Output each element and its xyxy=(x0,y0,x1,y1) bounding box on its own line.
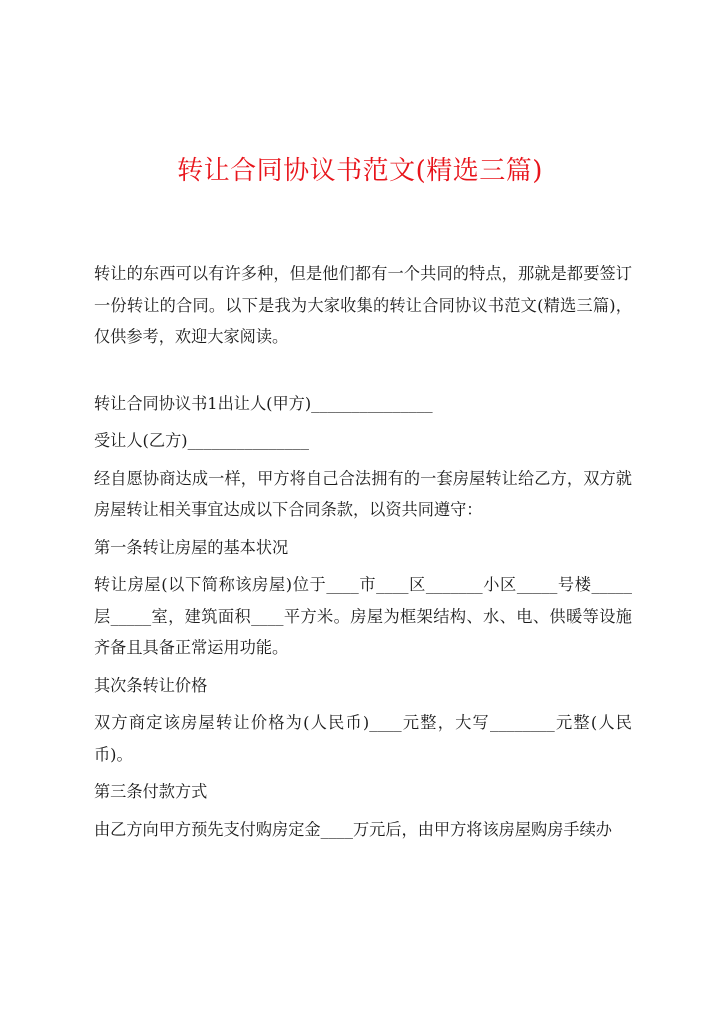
clause-heading-1: 第一条转让房屋的基本状况 xyxy=(94,537,289,557)
clause-heading-2: 其次条转让价格 xyxy=(94,675,208,695)
document-title: 转让合同协议书范文(精选三篇) xyxy=(177,156,543,186)
paragraph-buyer: 受让人(乙方)_______________ xyxy=(94,431,309,450)
document-body xyxy=(94,258,632,845)
paragraph-property-details: 转让房屋(以下简称该房屋)位于____市____区_______小区_____号楼_____层_____室，建筑面积____平方米。房屋为框架结构、水、电、供暖等设施齐备且具备正常运用功能。 xyxy=(94,575,632,657)
paragraph-payment: 由乙方向甲方预先支付购房定金____万元后，由甲方将该房屋购房手续办 xyxy=(94,819,612,839)
paragraph-agreement: 经自愿协商达成一样，甲方将自己合法拥有的一套房屋转让给乙方，双方就房屋转让相关事宜达成以下合同条款，以资共同遵守： xyxy=(94,468,632,519)
paragraph-seller: 转让合同协议书1出让人(甲方)_______________ xyxy=(94,393,433,413)
clause-heading-3: 第三条付款方式 xyxy=(94,782,208,801)
intro-paragraph: 转让的东西可以有许多种，但是他们都有一个共同的特点，那就是都要签订一份转让的合同。以下是我为大家收集的转让合同协议书范文(精选三篇)，仅供参考，欢迎大家阅读。 xyxy=(94,264,632,346)
paragraph-price: 双方商定该房屋转让价格为(人民币)____元整，大写________元整(人民币)。 xyxy=(94,713,632,764)
